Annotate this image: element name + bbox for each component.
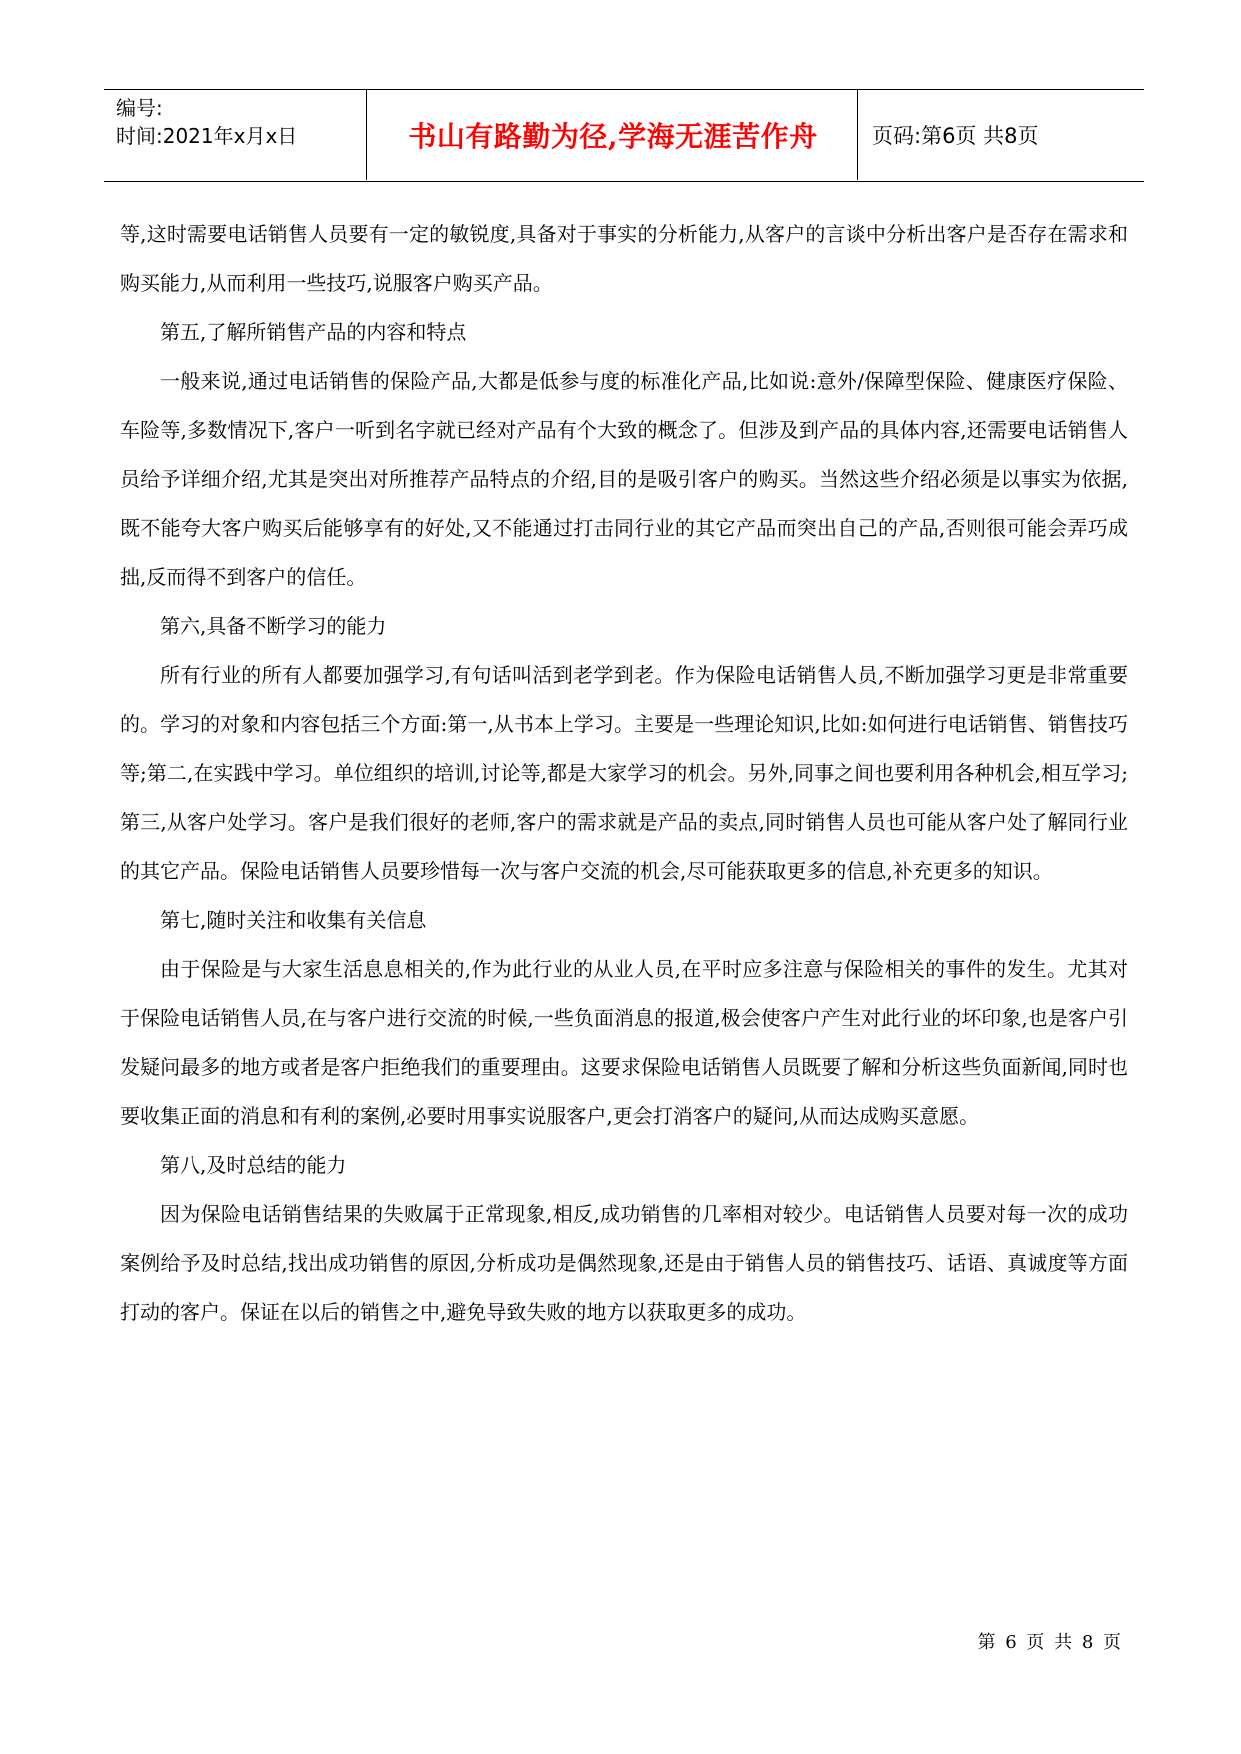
paragraph: 因为保险电话销售结果的失败属于正常现象,相反,成功销售的几率相对较少。电话销售人员要对每一次的成功案例给予及时总结,找出成功销售的原因,分析成功是偶然现象,还是由于销售人员的销售技巧、话语、真诚度等方面打动的客户。保证在以后的销售之中,避免导致失败的地方以获取更多的成功。: [120, 1202, 1128, 1324]
paragraph: 由于保险是与大家生活息息相关的,作为此行业的从业人员,在平时应多注意与保险相关的事件的发生。尤其对于保险电话销售人员,在与客户进行交流的时候,一些负面消息的报道,极会使客户产生对此行业的坏印象,也是客户引发疑问最多的地方或者是客户拒绝我们的重要理由。这要求保险电话销售人员既要了解和分析这些负面新闻,同时也要收集正面的消息和有利的案例,必要时用事实说服客户,更会打消客户的疑问,从而达成购买意愿。: [120, 957, 1128, 1128]
section-heading: 第六,具备不断学习的能力: [160, 614, 387, 638]
header-motto: 书山有路勤为径,学海无涯苦作舟: [408, 120, 818, 153]
page-footer: 第 6 页 共 8 页: [977, 1632, 1123, 1653]
header-meta: [116, 94, 356, 150]
section-heading: 第七,随时关注和收集有关信息: [160, 908, 427, 932]
paragraph: 等,这时需要电话销售人员要有一定的敏锐度,具备对于事实的分析能力,从客户的言谈中分析出客户是否存在需求和购买能力,从而利用一些技巧,说服客户购买产品。: [120, 222, 1128, 295]
paragraph: 所有行业的所有人都要加强学习,有句话叫活到老学到老。作为保险电话销售人员,不断加强学习更是非常重要的。学习的对象和内容包括三个方面:第一,从书本上学习。主要是一些理论知识,比如:如何进行电话销售、销售技巧等;第二,在实践中学习。单位组织的培训,讨论等,都是大家学习的机会。另外,同事之间也要利用各种机会,相互学习;第三,从客户处学习。客户是我们很好的老师,客户的需求就是产品的卖点,同时销售人员也可能从客户处了解同行业的其它产品。保险电话销售人员要珍惜每一次与客户交流的机会,尽可能获取更多的信息,补充更多的知识。: [120, 663, 1128, 883]
document-body: [120, 210, 1128, 1337]
page-header: [104, 89, 1144, 182]
header-divider: [366, 90, 367, 180]
header-divider: [857, 90, 858, 180]
document-time-label: 时间:2021年x月x日: [116, 124, 298, 148]
paragraph: 一般来说,通过电话销售的保险产品,大都是低参与度的标准化产品,比如说:意外/保障型保险、健康医疗保险、车险等,多数情况下,客户一听到名字就已经对产品有个大致的概念了。但涉及到产品的具体内容,还需要电话销售人员给予详细介绍,尤其是突出对所推荐产品特点的介绍,目的是吸引客户的购买。当然这些介绍必须是以事实为依据,既不能夸大客户购买后能够享有的好处,又不能通过打击同行业的其它产品而突出自己的产品,否则很可能会弄巧成拙,反而得不到客户的信任。: [120, 369, 1128, 589]
section-heading: 第八,及时总结的能力: [160, 1153, 347, 1177]
header-page-code: 页码:第6页 共8页: [872, 124, 1039, 148]
document-number-label: 编号:: [116, 96, 163, 120]
section-heading: 第五,了解所销售产品的内容和特点: [160, 320, 467, 344]
